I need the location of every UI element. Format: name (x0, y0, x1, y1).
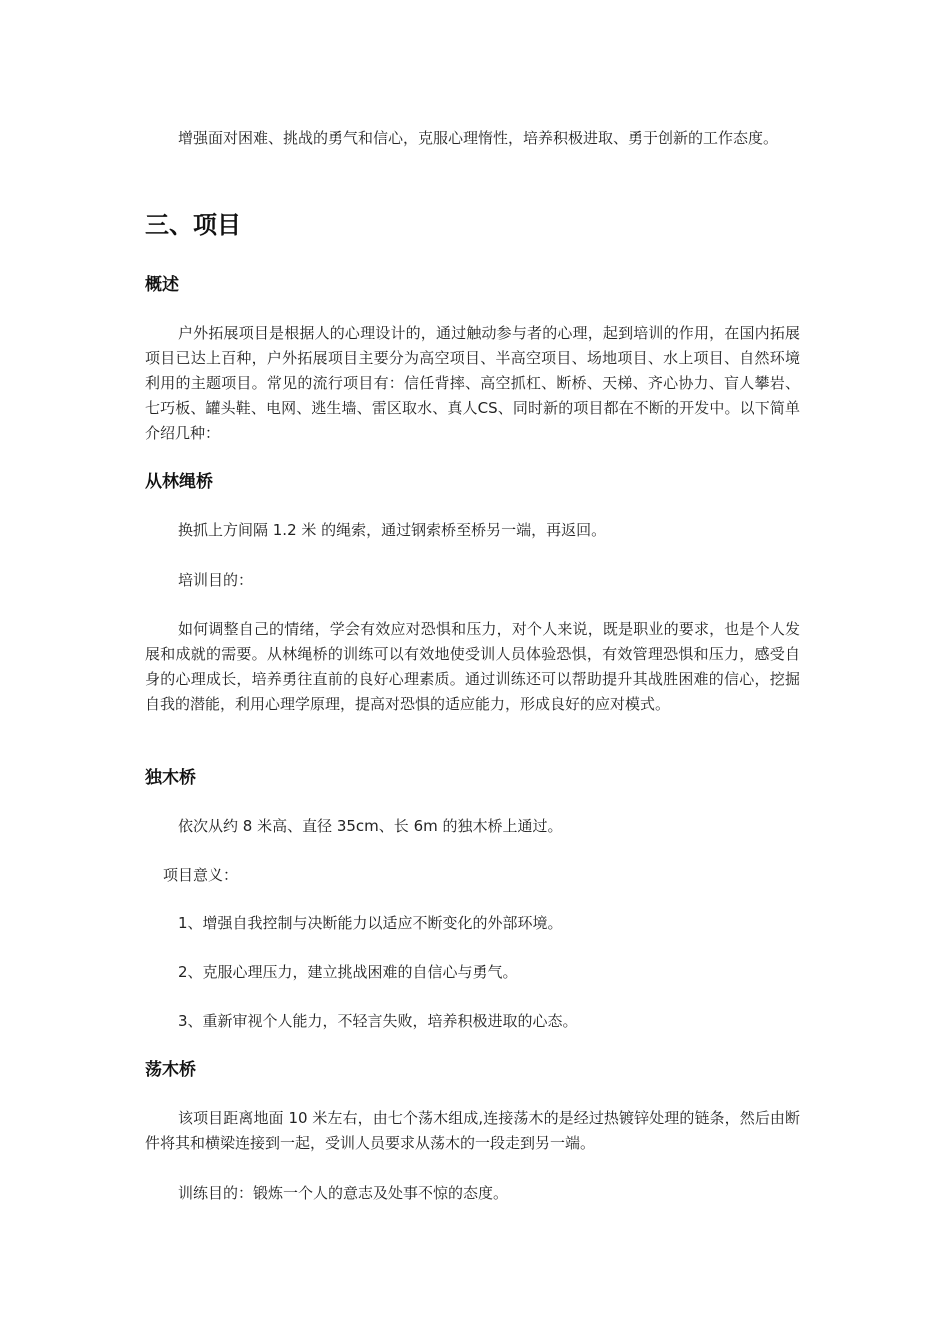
single-log-bridge-point: 1、增强自我控制与决断能力以适应不断变化的外部环境。 (178, 914, 563, 932)
swing-bridge-heading: 荡木桥 (145, 1060, 196, 1080)
single-log-bridge-heading: 独木桥 (145, 768, 196, 788)
intro-paragraph: 增强面对困难、挑战的勇气和信心，克服心理惰性，培养积极进取、勇于创新的工作态度。 (178, 129, 779, 147)
single-log-bridge-point: 2、克服心理压力，建立挑战困难的自信心与勇气。 (178, 963, 518, 981)
single-log-bridge-description: 依次从约 8 米高、直径 35cm、长 6m 的独木桥上通过。 (178, 817, 563, 835)
jungle-bridge-description: 换抓上方间隔 1.2 米 的绳索，通过钢索桥至桥另一端，再返回。 (178, 521, 607, 539)
single-log-bridge-point: 3、重新审视个人能力，不轻言失败，培养积极进取的心态。 (178, 1012, 578, 1030)
jungle-bridge-goal-text: 如何调整自己的情绪，学会有效应对恐惧和压力，对个人来说，既是职业的要求，也是个人发展和成就的需要。从林绳桥的训练可以有效地使受训人员体验恐惧，有效管理恐惧和压力，感受自身的心理成长，培养勇往直前的良好心理素质。通过训练还可以帮助提升其战胜困难的信心，挖掘自我的潜能，利用心理学原理，提高对恐惧的适应能力，形成良好的应对模式。 (145, 620, 800, 713)
section-title: 三、项目 (145, 211, 241, 239)
overview-paragraph: 户外拓展项目是根据人的心理设计的，通过触动参与者的心理，起到培训的作用，在国内拓展项目已达上百种，户外拓展项目主要分为高空项目、半高空项目、场地项目、水上项目、自然环境利用的主题项目。常见的流行项目有：信任背摔、高空抓杠、断桥、天梯、齐心协力、盲人攀岩、七巧板、罐头鞋、电网、逃生墙、雷区取水、真人CS、同时新的项目都在不断的开发中。以下简单介绍几种： (145, 324, 800, 442)
overview-heading: 概述 (145, 275, 179, 295)
swing-bridge-description: 该项目距离地面 10 米左右，由七个荡木组成,连接荡木的是经过热镀锌处理的链条，然后由断件将其和横梁连接到一起，受训人员要求从荡木的一段走到另一端。 (145, 1109, 800, 1152)
single-log-bridge-meaning-label: 项目意义： (163, 866, 239, 884)
swing-bridge-goal: 训练目的：锻炼一个人的意志及处事不惊的态度。 (178, 1184, 509, 1202)
jungle-bridge-heading: 从林绳桥 (145, 472, 213, 492)
jungle-bridge-goal-label: 培训目的： (178, 571, 254, 589)
